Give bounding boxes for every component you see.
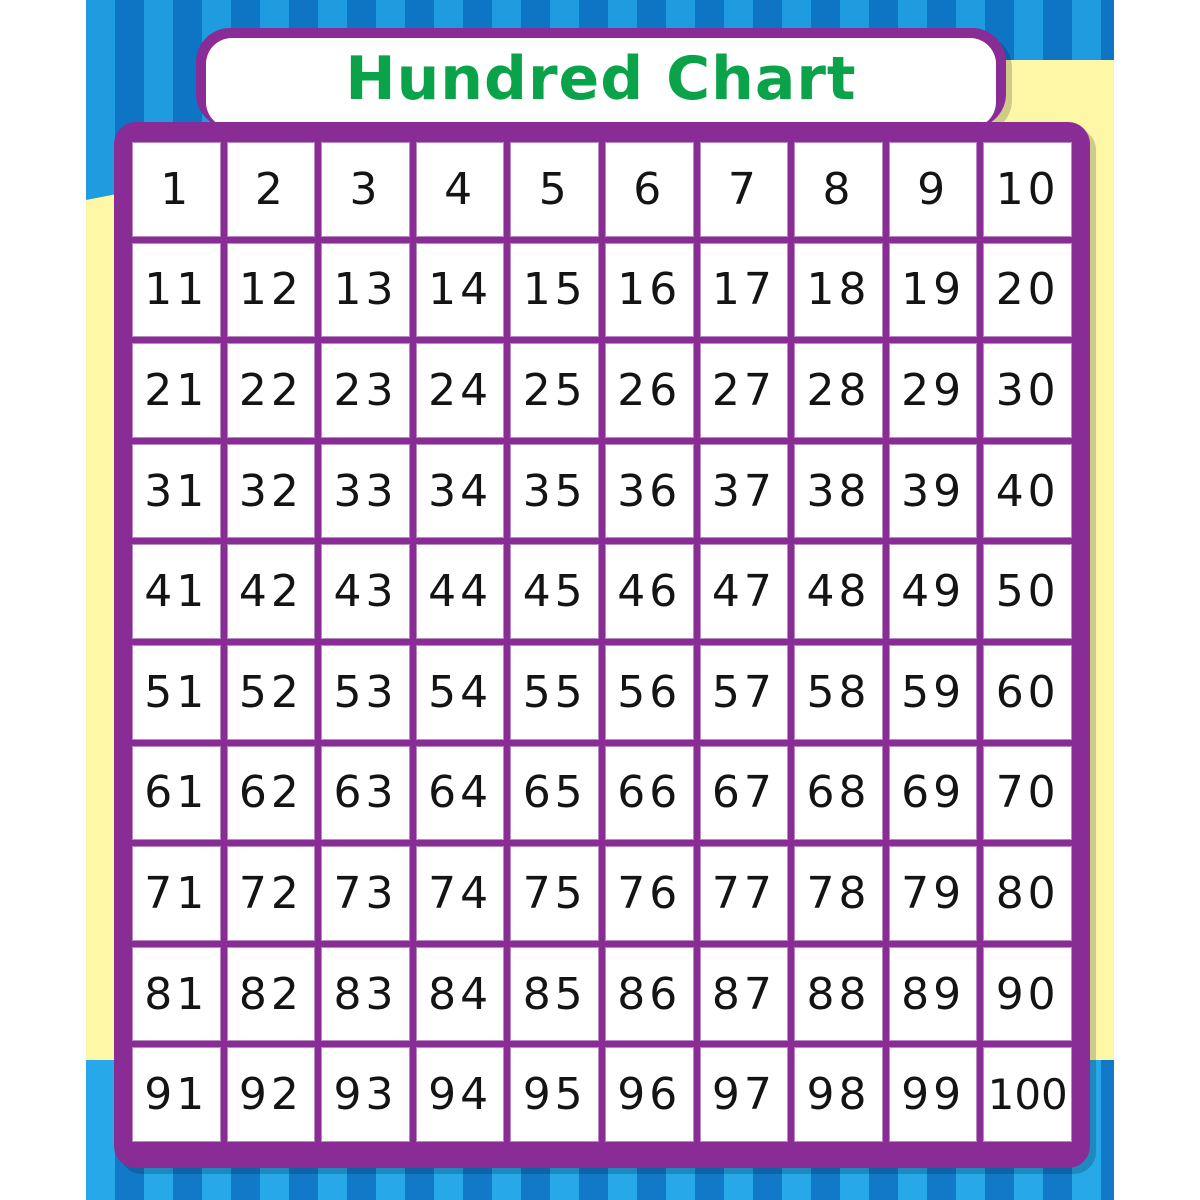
number-cell: 35 — [510, 444, 599, 539]
number-cell: 61 — [132, 746, 221, 841]
number-cell: 98 — [794, 1047, 883, 1142]
number-cell: 46 — [605, 544, 694, 639]
number-cell: 90 — [983, 947, 1072, 1042]
number-cell: 23 — [321, 343, 410, 438]
number-cell: 79 — [889, 846, 978, 941]
number-cell: 71 — [132, 846, 221, 941]
number-cell: 19 — [889, 243, 978, 338]
number-cell: 52 — [227, 645, 316, 740]
number-cell: 77 — [700, 846, 789, 941]
number-cell: 58 — [794, 645, 883, 740]
number-cell: 76 — [605, 846, 694, 941]
number-cell: 25 — [510, 343, 599, 438]
number-cell: 54 — [416, 645, 505, 740]
number-cell: 100 — [983, 1047, 1072, 1142]
number-cell: 62 — [227, 746, 316, 841]
number-cell: 74 — [416, 846, 505, 941]
number-cell: 20 — [983, 243, 1072, 338]
number-cell: 66 — [605, 746, 694, 841]
number-cell: 40 — [983, 444, 1072, 539]
number-cell: 17 — [700, 243, 789, 338]
number-cell: 21 — [132, 343, 221, 438]
number-cell: 49 — [889, 544, 978, 639]
number-cell: 27 — [700, 343, 789, 438]
number-cell: 81 — [132, 947, 221, 1042]
number-cell: 68 — [794, 746, 883, 841]
number-cell: 6 — [605, 142, 694, 237]
number-cell: 47 — [700, 544, 789, 639]
chart-title: Hundred Chart — [345, 44, 857, 114]
number-cell: 96 — [605, 1047, 694, 1142]
number-cell: 89 — [889, 947, 978, 1042]
number-cell: 84 — [416, 947, 505, 1042]
number-cell: 18 — [794, 243, 883, 338]
number-cell: 86 — [605, 947, 694, 1042]
number-cell: 53 — [321, 645, 410, 740]
number-cell: 45 — [510, 544, 599, 639]
number-grid — [132, 142, 1072, 1142]
number-cell: 67 — [700, 746, 789, 841]
number-cell: 33 — [321, 444, 410, 539]
number-cell: 3 — [321, 142, 410, 237]
number-cell: 72 — [227, 846, 316, 941]
number-cell: 87 — [700, 947, 789, 1042]
number-cell: 16 — [605, 243, 694, 338]
number-cell: 80 — [983, 846, 1072, 941]
number-cell: 60 — [983, 645, 1072, 740]
number-cell: 15 — [510, 243, 599, 338]
number-cell: 14 — [416, 243, 505, 338]
number-cell: 92 — [227, 1047, 316, 1142]
number-cell: 30 — [983, 343, 1072, 438]
title-banner — [206, 38, 996, 128]
number-cell: 9 — [889, 142, 978, 237]
number-cell: 26 — [605, 343, 694, 438]
number-cell: 37 — [700, 444, 789, 539]
number-cell: 13 — [321, 243, 410, 338]
number-cell: 22 — [227, 343, 316, 438]
number-cell: 65 — [510, 746, 599, 841]
number-cell: 69 — [889, 746, 978, 841]
number-cell: 48 — [794, 544, 883, 639]
number-cell: 99 — [889, 1047, 978, 1142]
hundred-chart-poster — [86, 0, 1114, 1200]
number-cell: 82 — [227, 947, 316, 1042]
number-cell: 55 — [510, 645, 599, 740]
number-cell: 42 — [227, 544, 316, 639]
number-cell: 2 — [227, 142, 316, 237]
number-cell: 50 — [983, 544, 1072, 639]
number-cell: 78 — [794, 846, 883, 941]
number-cell: 88 — [794, 947, 883, 1042]
number-cell: 29 — [889, 343, 978, 438]
number-cell: 94 — [416, 1047, 505, 1142]
title-tab — [196, 28, 1006, 128]
number-cell: 75 — [510, 846, 599, 941]
number-cell: 85 — [510, 947, 599, 1042]
number-cell: 31 — [132, 444, 221, 539]
number-cell: 91 — [132, 1047, 221, 1142]
number-cell: 24 — [416, 343, 505, 438]
number-cell: 36 — [605, 444, 694, 539]
number-cell: 32 — [227, 444, 316, 539]
number-cell: 57 — [700, 645, 789, 740]
number-cell: 97 — [700, 1047, 789, 1142]
number-cell: 59 — [889, 645, 978, 740]
number-cell: 11 — [132, 243, 221, 338]
number-cell: 63 — [321, 746, 410, 841]
number-cell: 83 — [321, 947, 410, 1042]
number-cell: 39 — [889, 444, 978, 539]
number-cell: 51 — [132, 645, 221, 740]
number-cell: 64 — [416, 746, 505, 841]
number-cell: 10 — [983, 142, 1072, 237]
number-cell: 7 — [700, 142, 789, 237]
number-cell: 56 — [605, 645, 694, 740]
number-cell: 38 — [794, 444, 883, 539]
number-cell: 95 — [510, 1047, 599, 1142]
number-cell: 12 — [227, 243, 316, 338]
number-cell: 28 — [794, 343, 883, 438]
number-cell: 1 — [132, 142, 221, 237]
number-cell: 44 — [416, 544, 505, 639]
number-cell: 5 — [510, 142, 599, 237]
number-cell: 73 — [321, 846, 410, 941]
number-cell: 8 — [794, 142, 883, 237]
number-cell: 43 — [321, 544, 410, 639]
number-cell: 4 — [416, 142, 505, 237]
number-cell: 41 — [132, 544, 221, 639]
number-cell: 93 — [321, 1047, 410, 1142]
number-board — [114, 122, 1090, 1168]
number-cell: 70 — [983, 746, 1072, 841]
number-cell: 34 — [416, 444, 505, 539]
